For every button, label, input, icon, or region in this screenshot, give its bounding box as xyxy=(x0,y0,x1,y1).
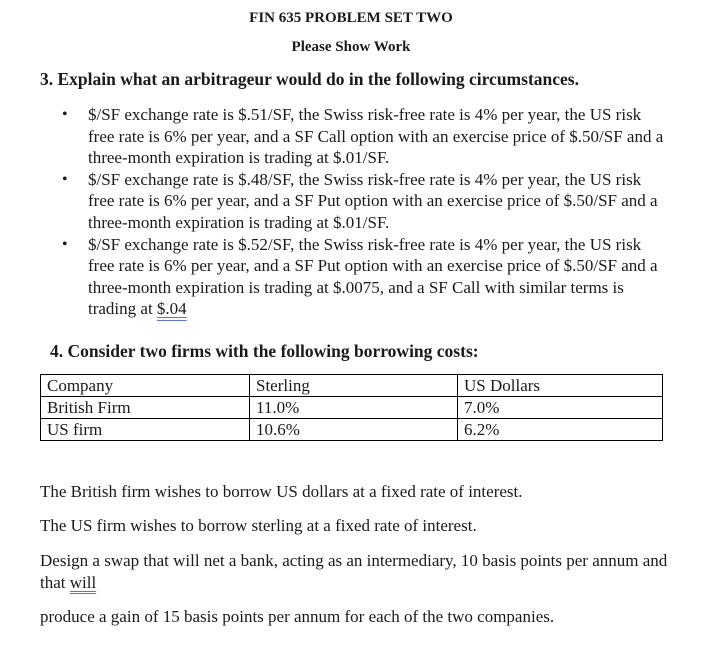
question-3-heading: 3. Explain what an arbitrageur would do in the following circumstances. xyxy=(40,69,579,89)
document-subtitle: Please Show Work xyxy=(291,39,411,55)
paragraph-british-firm: The British firm wishes to borrow US dollars at a fixed rate of interest. xyxy=(40,482,523,501)
bullet-text: $/SF exchange rate is $.48/SF, the Swiss risk-free rate is 4% per year, the US risk free rate is 6% per year, and a SF Put option with an exercise price of $.50/SF and a three-month expiration is trading at $.01/SF. xyxy=(88,169,658,232)
bullet-text: $/SF exchange rate is $.52/SF, the Swiss risk-free rate is 4% per year, the US risk free rate is 6% per year, and a SF Put option with an exercise price of $.50/SF and a three-month expiration is trading at $.0075, and a SF Call with similar terms is trading at xyxy=(88,234,658,319)
flagged-word: will xyxy=(69,572,97,592)
list-item xyxy=(60,234,670,320)
bullet-text: $/SF exchange rate is $.51/SF, the Swiss risk-free rate is 4% per year, the US risk free rate is 6% per year, and a SF Call option with an exercise price of $.50/SF and a three-month expiration is trading at $.01/SF. xyxy=(88,105,664,168)
bullet-icon: • xyxy=(62,235,68,253)
table-cell: 10.6% xyxy=(250,419,458,441)
borrowing-costs-table xyxy=(40,374,663,441)
table-cell: British Firm xyxy=(41,397,250,419)
paragraph-design-swap xyxy=(40,550,670,593)
bullet-icon: • xyxy=(62,170,68,188)
table-cell: US firm xyxy=(41,419,250,441)
table-header-row xyxy=(41,375,663,397)
question-4-heading: 4. Consider two firms with the following borrowing costs: xyxy=(50,341,479,361)
column-header-us-dollars: US Dollars xyxy=(458,375,663,397)
document-title: FIN 635 PROBLEM SET TWO xyxy=(249,10,453,26)
column-header-company: Company xyxy=(41,375,250,397)
bullet-icon: • xyxy=(62,106,68,123)
list-item xyxy=(60,169,670,234)
question-3-bullet-list xyxy=(60,104,670,320)
table-cell: 11.0% xyxy=(250,397,458,419)
column-header-sterling: Sterling xyxy=(250,375,458,397)
paragraph-gain: produce a gain of 15 basis points per annum for each of the two companies. xyxy=(40,607,555,626)
table-cell: 7.0% xyxy=(458,397,663,419)
paragraph-us-firm: The US firm wishes to borrow sterling at a fixed rate of interest. xyxy=(40,516,477,535)
list-item xyxy=(60,104,670,169)
table-row xyxy=(41,397,663,419)
table-cell: 6.2% xyxy=(458,419,663,441)
paragraph-text: Design a swap that will net a bank, acting as an intermediary, 10 basis points per annum and that xyxy=(40,551,668,592)
flagged-word: $.04 xyxy=(156,299,187,319)
table-row xyxy=(41,419,663,441)
